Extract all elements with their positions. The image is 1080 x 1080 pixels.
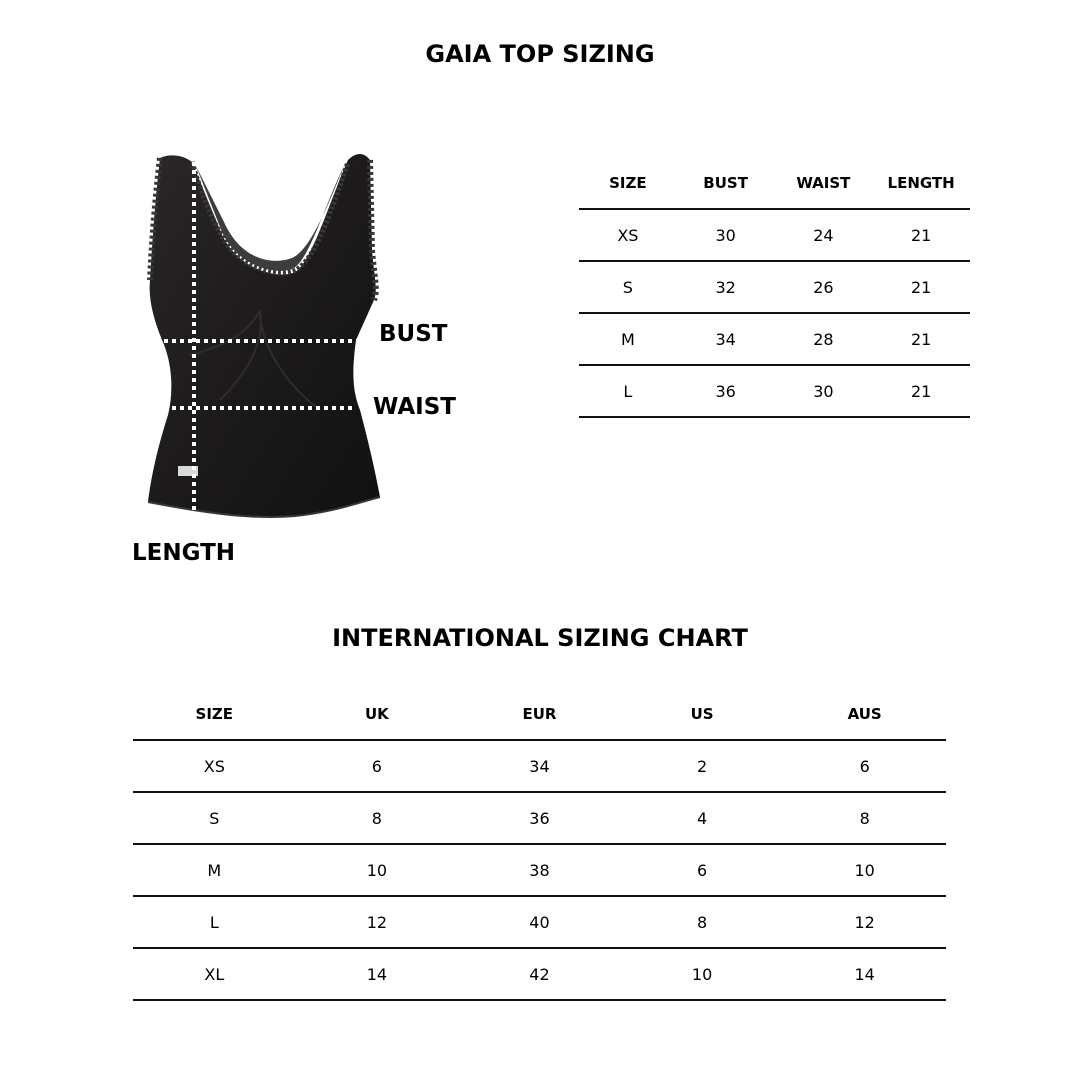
cell: 26 (775, 261, 873, 313)
bust-label: BUST (379, 321, 448, 347)
header-size: SIZE (195, 705, 234, 723)
cell: 10 (783, 844, 946, 896)
header-aus: AUS (847, 705, 882, 723)
cell: 21 (872, 261, 970, 313)
table-row (133, 792, 946, 844)
gaia-sizing-table (579, 158, 970, 418)
garment-illustration (120, 140, 460, 580)
header-waist: WAIST (796, 174, 851, 192)
table-row (133, 896, 946, 948)
table-row (579, 209, 970, 261)
header-length: LENGTH (887, 174, 955, 192)
cell: 2 (621, 740, 784, 792)
cell: 8 (621, 896, 784, 948)
cell: 14 (296, 948, 459, 1000)
cell: 34 (458, 740, 621, 792)
table-header-row (133, 689, 946, 740)
table-row (133, 948, 946, 1000)
cell: 6 (296, 740, 459, 792)
cell: 10 (296, 844, 459, 896)
header-bust: BUST (703, 174, 748, 192)
cell: S (579, 261, 677, 313)
table-row (579, 313, 970, 365)
cell: 21 (872, 209, 970, 261)
cell: 28 (775, 313, 873, 365)
cell: S (133, 792, 296, 844)
cell: 14 (783, 948, 946, 1000)
international-sizing-table (133, 689, 946, 1001)
header-eur: EUR (522, 705, 557, 723)
cell: 36 (458, 792, 621, 844)
cell: 21 (872, 313, 970, 365)
cell: M (579, 313, 677, 365)
cell: L (133, 896, 296, 948)
table-row (133, 740, 946, 792)
table-row (579, 365, 970, 417)
cell: 34 (677, 313, 775, 365)
cell: 38 (458, 844, 621, 896)
cell: 36 (677, 365, 775, 417)
cell: M (133, 844, 296, 896)
cell: 8 (296, 792, 459, 844)
cell: 30 (775, 365, 873, 417)
cell: XS (579, 209, 677, 261)
international-chart-title: INTERNATIONAL SIZING CHART (332, 624, 748, 652)
cell: 8 (783, 792, 946, 844)
cell: 6 (621, 844, 784, 896)
cell: 30 (677, 209, 775, 261)
cell: 10 (621, 948, 784, 1000)
cell: 6 (783, 740, 946, 792)
cell: 21 (872, 365, 970, 417)
cell: L (579, 365, 677, 417)
page-title: GAIA TOP SIZING (425, 40, 655, 68)
length-label: LENGTH (132, 540, 236, 566)
cell: XL (133, 948, 296, 1000)
header-uk: UK (364, 705, 389, 723)
cell: 42 (458, 948, 621, 1000)
table-row (133, 844, 946, 896)
cell: 32 (677, 261, 775, 313)
table-row (579, 261, 970, 313)
cell: 12 (296, 896, 459, 948)
header-size: SIZE (609, 174, 647, 192)
cell: 24 (775, 209, 873, 261)
table-header-row (579, 158, 970, 209)
header-us: US (690, 705, 714, 723)
cell: 4 (621, 792, 784, 844)
cell: 12 (783, 896, 946, 948)
cell: 40 (458, 896, 621, 948)
waist-label: WAIST (373, 394, 456, 420)
cell: XS (133, 740, 296, 792)
